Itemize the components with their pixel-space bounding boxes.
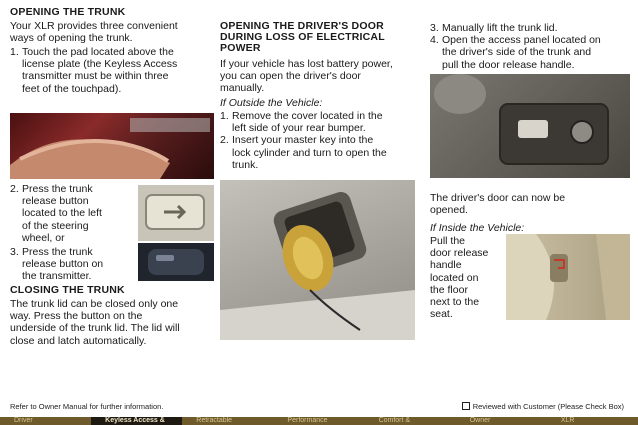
access-panel-photo — [430, 74, 630, 178]
inside-vehicle-label: If Inside the Vehicle: — [430, 222, 525, 234]
outside-vehicle-label: If Outside the Vehicle: — [220, 97, 323, 109]
closing-trunk-text: The trunk lid can be closed only one way. Press the button on the underside of the trunk lid. The lid will close and latch automatically. — [10, 298, 180, 347]
transmitter-photo — [138, 243, 214, 281]
trunk-step-1: 1. Touch the pad located above the license plate (the Keyless Access transmitter must be within three feet of the touchpad). — [10, 46, 178, 95]
door-steps-continued — [430, 22, 635, 71]
door-release-panel-image — [430, 74, 630, 178]
tab-driver[interactable]: Driver — [14, 417, 33, 424]
release-button-image — [138, 185, 214, 241]
floor-release-handle-photo — [506, 234, 630, 320]
trunk-release-button-photo — [138, 185, 214, 241]
tab-keyless-access[interactable]: Keyless Access & — [91, 417, 182, 425]
review-checkbox-label: Reviewed with Customer (Please Check Box) — [472, 402, 624, 411]
tab-retractable[interactable]: Retractable — [196, 417, 233, 424]
tab-xlr[interactable]: XLR — [560, 417, 575, 424]
inside-vehicle-text: Pull the door release handle located on the floor next to the seat. — [430, 235, 489, 321]
key-in-lock-image — [220, 180, 415, 340]
footer-left-note: Refer to Owner Manual for further information. — [10, 402, 164, 411]
door-step-1: 1. Remove the cover located in the left side of your rear bumper. — [220, 110, 383, 135]
section-tab-bar — [0, 417, 638, 425]
tab-owner[interactable]: Owner — [469, 417, 491, 424]
section-heading-closing-trunk: CLOSING THE TRUNK — [10, 284, 125, 296]
touchpad-photo — [10, 113, 214, 179]
section-heading-drivers-door: OPENING THE DRIVER'S DOOR DURING LOSS OF ELECTRICAL POWER — [220, 20, 385, 54]
tab-performance[interactable]: Performance — [287, 417, 328, 424]
trunk-step-3: 3. Press the trunk release button on the transmitter. — [10, 246, 104, 283]
door-can-open-text: The driver's door can now be opened. — [430, 192, 566, 217]
section-heading-opening-trunk: OPENING THE TRUNK — [10, 6, 126, 18]
door-step-3: 3. Manually lift the trunk lid. — [430, 22, 558, 34]
door-steps-outside — [220, 110, 425, 171]
review-checkbox-row[interactable] — [462, 402, 624, 411]
door-step-2: 2. Insert your master key into the lock cylinder and turn to open the trunk. — [220, 134, 387, 171]
tab-comfort[interactable]: Comfort & — [378, 417, 411, 424]
key-lock-photo — [220, 180, 415, 340]
hand-touching-pad-image — [10, 113, 214, 179]
drivers-door-intro: If your vehicle has lost battery power, you can open the driver's door manually. — [220, 58, 393, 95]
floor-handle-image — [506, 234, 630, 320]
trunk-step-2: 2. Press the trunk release button located to the left of the steering wheel, or — [10, 183, 102, 244]
trunk-intro: Your XLR provides three convenient ways of opening the trunk. — [10, 20, 178, 45]
transmitter-image — [138, 243, 214, 281]
door-step-4: 4. Open the access panel located on the driver's side of the trunk and pull the door release handle. — [430, 34, 601, 71]
review-checkbox[interactable] — [462, 402, 470, 410]
